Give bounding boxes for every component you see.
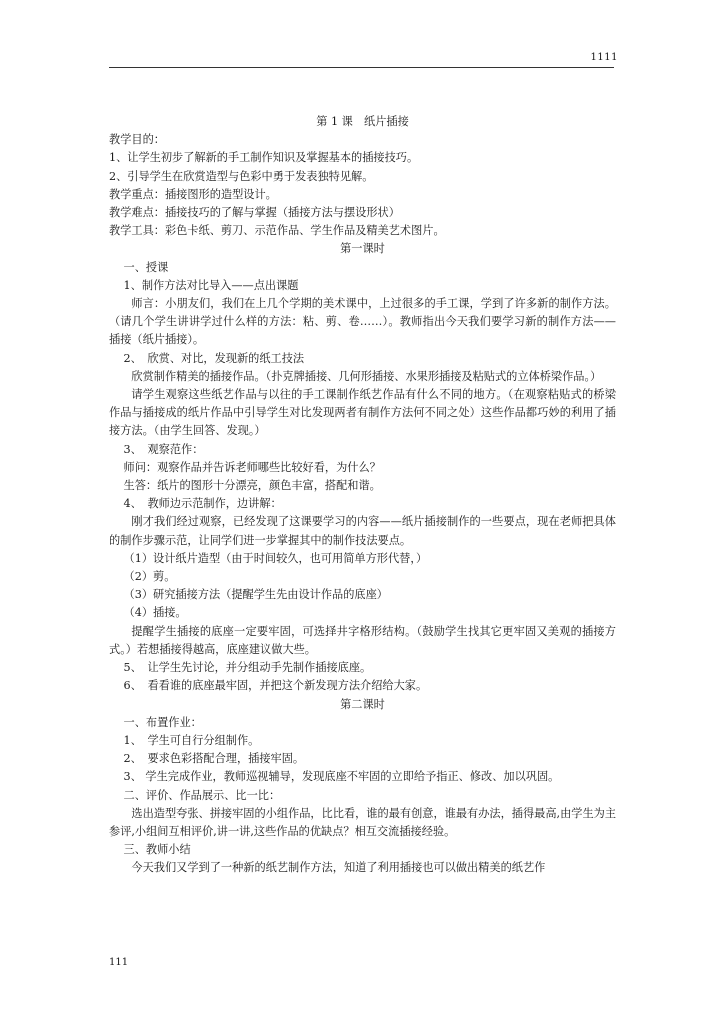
sub-step: （3）研究插接方法（提醒学生先由设计作品的底座） bbox=[123, 588, 388, 602]
difficult-point: 教学难点：插接技巧的了解与掌握（插接方法与摆设形状） bbox=[109, 206, 400, 220]
paragraph: 选出造型夸张、拼接牢固的小组作品，比比看，谁的最有创意，谁最有办法，插得最高,由学生为主参评,小组间互相评价,讲一讲,这些作品的优缺点？相互交流插接经验。 bbox=[109, 806, 617, 838]
section-heading: 一、布置作业： bbox=[123, 715, 202, 729]
section-heading: 三、教师小结 bbox=[123, 843, 191, 857]
sub-step: （4）插接。 bbox=[123, 606, 187, 620]
section-heading: 二、评价、作品展示、比一比： bbox=[123, 788, 281, 802]
document-body bbox=[109, 113, 616, 878]
lesson-title: 第 1 课 纸片插接 bbox=[316, 115, 409, 128]
key-point: 教学重点：插接图形的造型设计。 bbox=[109, 187, 277, 201]
paragraph: 师问：观察作品并告诉老师哪些比较好看，为什么？ bbox=[123, 460, 381, 474]
paragraph: 欣赏制作精美的插接作品。（扑克牌插接、几何形插接、水果形插接及粘贴式的立体桥梁作品。） bbox=[131, 369, 602, 383]
lesson1-heading: 第一课时 bbox=[340, 242, 385, 256]
header-page-number: 1111 bbox=[590, 52, 618, 63]
paragraph: 刚才我们经过观察，已经发现了这课要学习的内容——纸片插接制作的一些要点，现在老师把具体的制作步骤示范，让同学们进一步掌握其中的制作技法要点。 bbox=[109, 515, 616, 547]
step-heading: 1、制作方法对比导入——点出课题 bbox=[123, 278, 299, 292]
step-heading: 5、 让学生先讨论，并分组动手先制作插接底座。 bbox=[123, 661, 372, 675]
paragraph: 提醒学生插接的底座一定要牢固，可选择井字格形结构。（鼓励学生找其它更牢固又美观的插接方式。）若想插接得越高，底座建议做大些。 bbox=[109, 624, 616, 656]
sub-step: （2）剪。 bbox=[123, 570, 176, 584]
step-heading: 3、 观察范作： bbox=[123, 442, 204, 456]
objective-heading: 教学目的： bbox=[109, 133, 165, 147]
paragraph: 师言：小朋友们，我们在上几个学期的美术课中，上过很多的手工课，学到了许多新的制作方法。（请几个学生讲讲学过什么样的方法：粘、剪、卷……）。教师指出今天我们要学习新的制作方法——插接（纸片插接）。 bbox=[109, 297, 616, 347]
lesson2-heading: 第二课时 bbox=[340, 697, 385, 711]
step-heading: 1、 学生可自行分组制作。 bbox=[123, 733, 260, 747]
footer-page-number: 111 bbox=[109, 957, 129, 968]
step-heading: 3、 学生完成作业，教师巡视辅导，发现底座不牢固的立即给予指正、修改、加以巩固。 bbox=[123, 770, 560, 784]
teaching-tools: 教学工具：彩色卡纸、剪刀、示范作品、学生作品及精美艺术图片。 bbox=[109, 224, 445, 238]
objective-item: 1、让学生初步了解新的手工制作知识及掌握基本的插接技巧。 bbox=[109, 151, 419, 165]
header-rule bbox=[109, 67, 614, 68]
paragraph: 今天我们又学到了一种新的纸艺制作方法，知道了利用插接也可以做出精美的纸艺作 bbox=[131, 861, 546, 875]
step-heading: 6、 看看谁的底座最牢固，并把这个新发现方法介绍给大家。 bbox=[123, 679, 428, 693]
paragraph: 生答：纸片的图形十分漂亮，颜色丰富，搭配和谐。 bbox=[123, 479, 381, 493]
step-heading: 2、 要求色彩搭配合理，插接牢固。 bbox=[123, 752, 305, 766]
step-heading: 2、 欣赏、对比，发现新的纸工技法 bbox=[123, 351, 305, 365]
step-heading: 4、 教师边示范制作，边讲解： bbox=[123, 497, 282, 511]
sub-step: （1）设计纸片造型（由于时间较久，也可用简单方形代替，） bbox=[123, 551, 428, 565]
objective-item: 2、引导学生在欣赏造型与色彩中勇于发表独特见解。 bbox=[109, 169, 374, 183]
section-heading: 一、授课 bbox=[123, 260, 169, 274]
paragraph: 请学生观察这些纸艺作品与以往的手工课制作纸艺作品有什么不同的地方。（在观察粘贴式的桥梁作品与插接成的纸片作品中引导学生对比发现两者有制作方法何不同之处）这些作品都巧妙的利用了插接方法。（由学生回答、发现。） bbox=[109, 388, 616, 438]
